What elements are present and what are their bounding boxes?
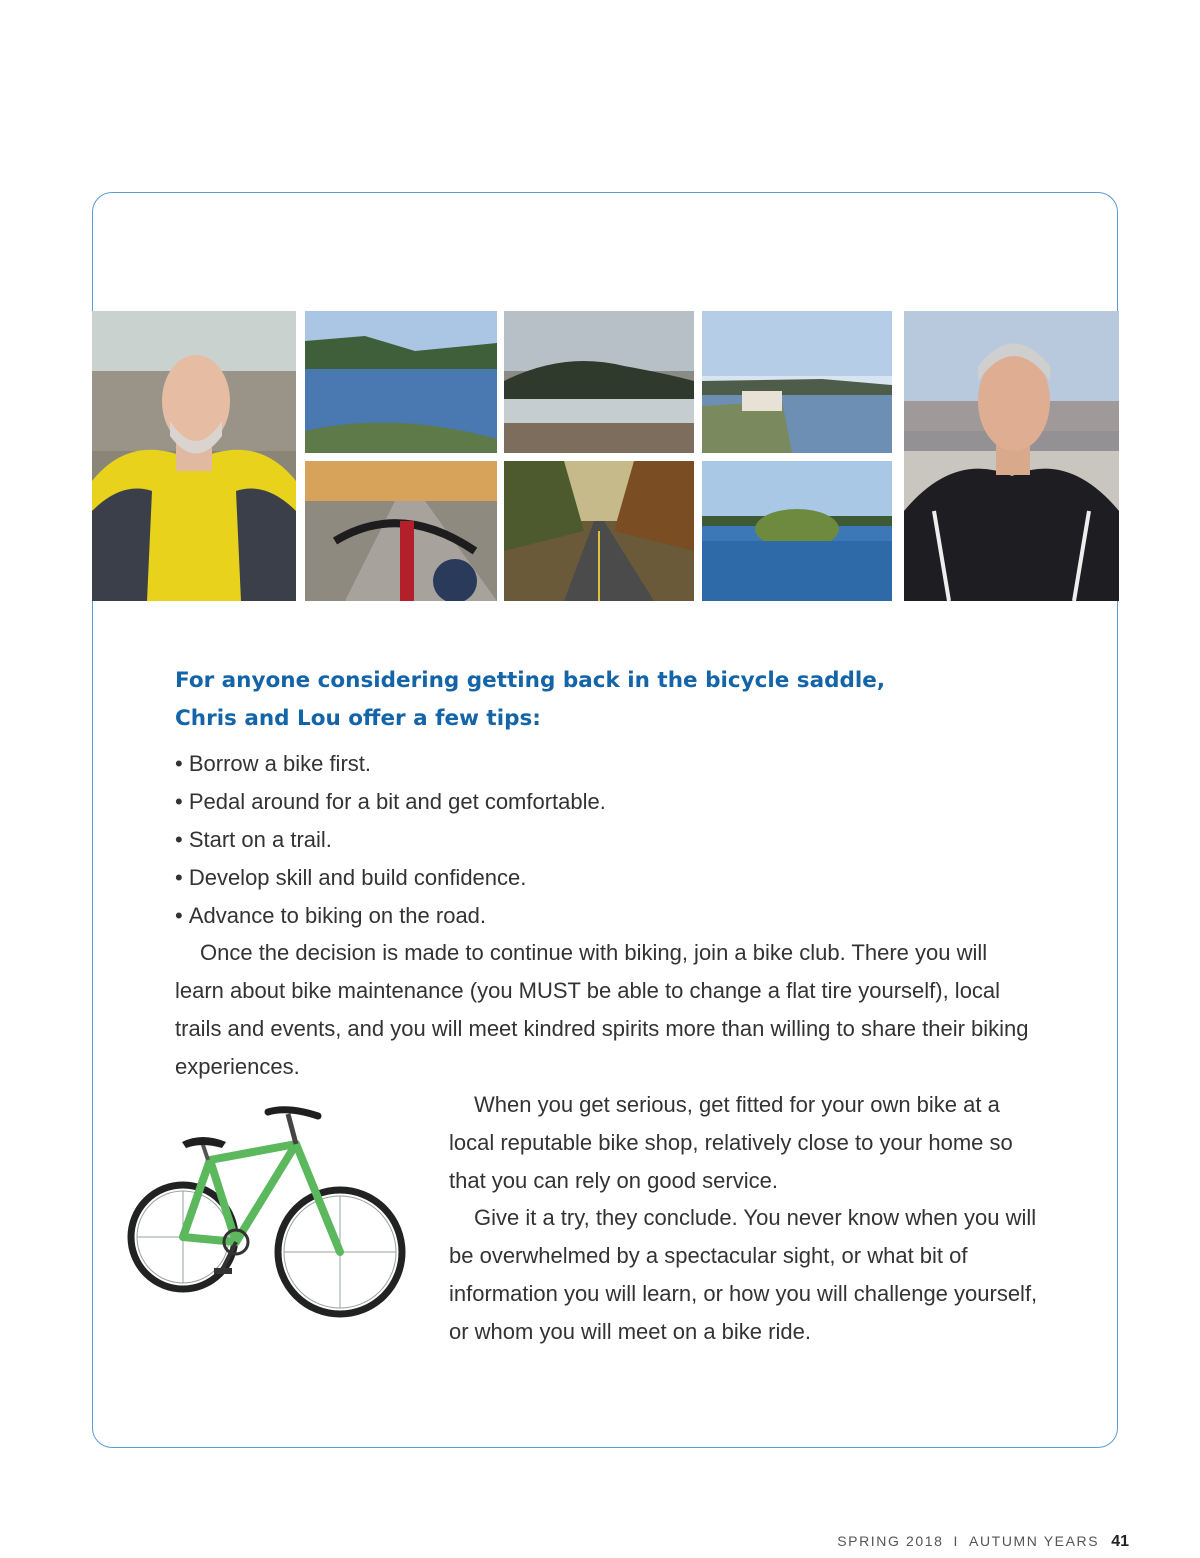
tips-heading-line1: For anyone considering getting back in the bicycle saddle, [175, 668, 885, 693]
photo-collage [92, 311, 1119, 601]
list-item: • Develop skill and build confidence. [175, 859, 606, 897]
green-bicycle-image [118, 1092, 418, 1342]
footer-separator: I [953, 1533, 960, 1549]
photo-autumn-road [504, 461, 694, 601]
conclusion-paragraph: Give it a try, they conclude. You never know when you will be overwhelmed by a spectacular sight, or what bit of information you will learn, or how you will challenge yourself, or whom you will meet on a bike ride. [449, 1205, 1038, 1344]
bike-fitting-paragraph: When you get serious, get fitted for your own bike at a local reputable bike shop, relatively close to your home so that you can rely on good service. [449, 1092, 1013, 1193]
photo-portrait-chris [92, 311, 296, 601]
photo-lake-dusk [504, 311, 694, 453]
photo-island-lake [702, 461, 892, 601]
tips-heading [175, 662, 1055, 738]
photo-portrait-lou [904, 311, 1119, 601]
page-footer [837, 1533, 1129, 1551]
tips-list [175, 745, 606, 935]
page-number: 41 [1111, 1533, 1129, 1550]
magazine-name: AUTUMN YEARS [969, 1533, 1100, 1549]
bike-club-paragraph: Once the decision is made to continue with biking, join a bike club. There you will learn about bike maintenance (you MUST be able to change a flat tire yourself), local trails and events, and you will meet kindred spirits more than willing to share their biking experiences. [175, 940, 1029, 1079]
tips-heading-line2: Chris and Lou offer a few tips: [175, 706, 541, 731]
list-item: • Pedal around for a bit and get comfortable. [175, 783, 606, 821]
photo-lake-valley [305, 311, 497, 453]
issue-season: SPRING 2018 [837, 1533, 944, 1549]
list-item: • Advance to biking on the road. [175, 897, 606, 935]
photo-marina [702, 311, 892, 453]
list-item: • Borrow a bike first. [175, 745, 606, 783]
photo-handlebars [305, 461, 497, 601]
list-item: • Start on a trail. [175, 821, 606, 859]
